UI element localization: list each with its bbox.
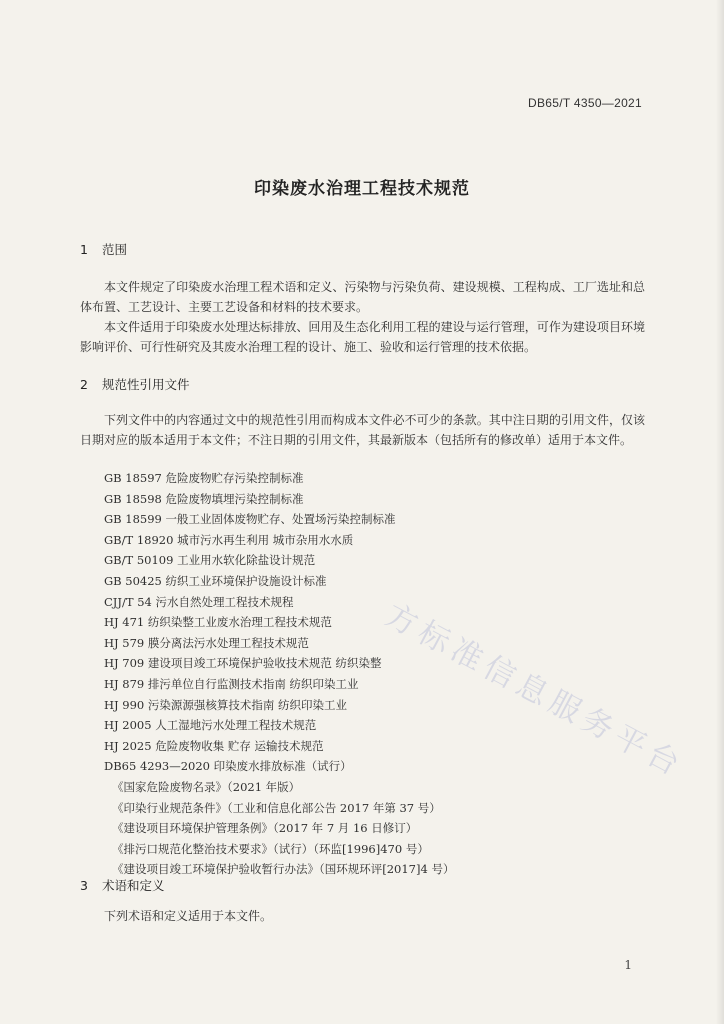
reference-item: CJJ/T 54 污水自然处理工程技术规程 <box>104 594 294 609</box>
section-1-heading <box>80 240 127 258</box>
section-1-paragraph-1: 本文件规定了印染废水治理工程术语和定义、污染物与污染负荷、建设规模、工程构成、工厂选址和总体布置、工艺设计、主要工艺设备和材料的技术要求。 <box>80 280 645 314</box>
reference-item: HJ 709 建设项目竣工环境保护验收技术规范 纺织染整 <box>104 656 382 671</box>
reference-item: GB/T 18920 城市污水再生利用 城市杂用水水质 <box>104 532 354 547</box>
reference-item: HJ 879 排污单位自行监测技术指南 纺织印染工业 <box>104 676 359 691</box>
section-number: 3 <box>80 878 88 893</box>
page-edge-shadow <box>716 0 724 1024</box>
section-2-intro: 下列文件中的内容通过文中的规范性引用而构成本文件必不可少的条款。其中注日期的引用文件，仅该日期对应的版本适用于本文件；不注日期的引用文件，其最新版本（包括所有的修改单）适用于本文件。 <box>80 413 645 447</box>
section-number: 1 <box>80 242 88 257</box>
reference-item: HJ 2005 人工湿地污水处理工程技术规范 <box>104 718 317 733</box>
reference-item: GB 18599 一般工业固体废物贮存、处置场污染控制标准 <box>104 512 396 527</box>
section-1-paragraph-2: 本文件适用于印染废水处理达标排放、回用及生态化利用工程的建设与运行管理，可作为建设项目环境影响评价、可行性研究及其废水治理工程的设计、施工、验收和运行管理的技术依据。 <box>80 320 645 354</box>
section-title: 术语和定义 <box>102 878 165 893</box>
reference-item: HJ 2025 危险废物收集 贮存 运输技术规范 <box>104 738 324 753</box>
reference-item: HJ 471 纺织染整工业废水治理工程技术规范 <box>104 615 332 630</box>
reference-item: HJ 579 膜分离法污水处理工程技术规范 <box>104 635 309 650</box>
section-3-heading <box>80 876 165 894</box>
reference-item: 《印染行业规范条件》（工业和信息化部公告 2017 年第 37 号） <box>112 800 441 815</box>
section-number: 2 <box>80 377 88 392</box>
section-title: 规范性引用文件 <box>102 377 190 392</box>
reference-item: HJ 990 污染源源强核算技术指南 纺织印染工业 <box>104 697 348 712</box>
page-title: 印染废水治理工程技术规范 <box>254 179 470 199</box>
reference-item: GB 18598 危险废物填埋污染控制标准 <box>104 491 304 506</box>
reference-item: GB 18597 危险废物贮存污染控制标准 <box>104 471 304 485</box>
section-2-heading <box>80 375 190 393</box>
page-number: 1 <box>624 958 632 972</box>
reference-item: 《排污口规范化整治技术要求》（试行）（环监[1996]470 号） <box>112 841 429 856</box>
reference-item: GB/T 50109 工业用水软化除盐设计规范 <box>104 553 316 568</box>
section-title: 范围 <box>102 242 128 257</box>
reference-item: GB 50425 纺织工业环境保护设施设计标准 <box>104 573 327 588</box>
reference-item: 《国家危险废物名录》（2021 年版） <box>112 779 301 794</box>
reference-item: 《建设项目环境保护管理条例》（2017 年 7 月 16 日修订） <box>112 821 418 836</box>
watermark: 方标准信息服务平台 <box>379 597 691 786</box>
section-3-intro: 下列术语和定义适用于本文件。 <box>104 909 273 923</box>
document-code: DB65/T 4350—2021 <box>528 96 642 110</box>
reference-item: DB65 4293—2020 印染废水排放标准（试行） <box>104 759 352 774</box>
reference-list <box>104 468 664 880</box>
reference-item: 《建设项目竣工环境保护验收暂行办法》（国环规环评[2017]4 号） <box>112 862 455 877</box>
